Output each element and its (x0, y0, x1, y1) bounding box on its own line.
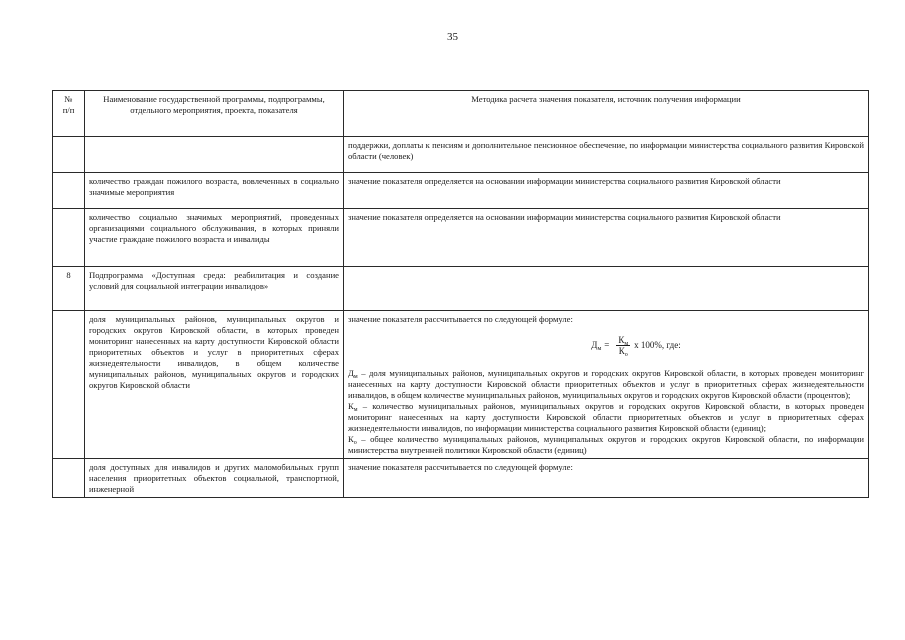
row-name: количество граждан пожилого возраста, вовлеченных в социально значимые мероприятия (85, 173, 344, 209)
subprogram-title: Подпрограмма «Доступная среда: реабилитация и создание условий для социальной интеграции инвалидов» (85, 267, 344, 311)
row-name (85, 137, 344, 173)
indicator-table (52, 90, 869, 498)
header-num: № п/п (53, 91, 85, 137)
table-header-row (53, 91, 869, 137)
row-method: поддержки, доплаты к пенсиям и дополнительное пенсионное обеспечение, по информации министерства социального развития Кировской области (человек) (344, 137, 869, 173)
row-method: значение показателя определяется на основании информации министерства социального развития Кировской области (344, 173, 869, 209)
table-row (53, 459, 869, 498)
page-number: 35 (447, 31, 458, 43)
row-name: доля доступных для инвалидов и других маломобильных групп населения приоритетных объектов социальной, транспортной, инженерной (85, 459, 344, 498)
row-name: количество социально значимых мероприятий, проведенных организациями социального обслуживания, в которых приняли участие граждане пожилого возраста и инвалиды (85, 209, 344, 267)
row-num: 8 (53, 267, 85, 311)
row-num (53, 173, 85, 209)
definition-item: $Д_м$ – доля муниципальных районов, муниципальных округов и городских округов Кировской области, в которых проведен мониторинг нанесенных на карту доступности Кировской области приоритетных объектов и услуг в приоритетных сферах жизнедеятельности инвалидов, в общем количестве муниципальных районов, муниципальных округов и городских округов Кировской области (процентов); (348, 368, 864, 400)
row-num (53, 311, 85, 459)
formula-equals: = (604, 340, 610, 350)
table-row (53, 311, 869, 459)
row-num (53, 209, 85, 267)
formula-lhs: $Д_м$ (591, 340, 602, 352)
row-method: значение показателя определяется на основании информации министерства социального развития Кировской области (344, 209, 869, 267)
row-name: доля муниципальных районов, муниципальных округов и городских округов Кировской области, в которых проведен мониторинг нанесенных на карту доступности Кировской области приоритетных объектов и услуг в приоритетных сферах жизнедеятельности инвалидов, в общем количестве муниципальных районов, муниципальных округов и городских округов Кировской области (85, 311, 344, 459)
row-method (344, 311, 869, 459)
definition-item: $К_м$ – количество муниципальных районов, муниципальных округов и городских округов Кировской области, в которых проведен мониторинг нанесенных на карту доступности Кировской области приоритетных объектов и услуг в приоритетных сферах жизнедеятельности инвалидов, по информации министерства социального развития Кировской области (единиц); (348, 401, 864, 433)
method-intro: значение показателя рассчитывается по следующей формуле: (348, 314, 573, 324)
formula (408, 335, 864, 356)
row-num (53, 459, 85, 498)
table-row (53, 137, 869, 173)
table-row (53, 173, 869, 209)
header-name: Наименование государственной программы, подпрограммы, отдельного мероприятия, проекта, показателя (85, 91, 344, 137)
formula-tail: x 100%, где: (634, 340, 681, 350)
row-num (53, 137, 85, 173)
row-method (344, 267, 869, 311)
definition-item: $К_о$ – общее количество муниципальных районов, муниципальных округов и городских округов Кировской области, по информации министерства внутренней политики Кировской области (единиц) (348, 434, 864, 455)
table-row-subprogram (53, 267, 869, 311)
formula-fraction: $\frac{К_м}{К_о}$ (618, 335, 629, 358)
header-method: Методика расчета значения показателя, источник получения информации (344, 91, 869, 137)
table-row (53, 209, 869, 267)
row-method: значение показателя рассчитывается по следующей формуле: (344, 459, 869, 498)
